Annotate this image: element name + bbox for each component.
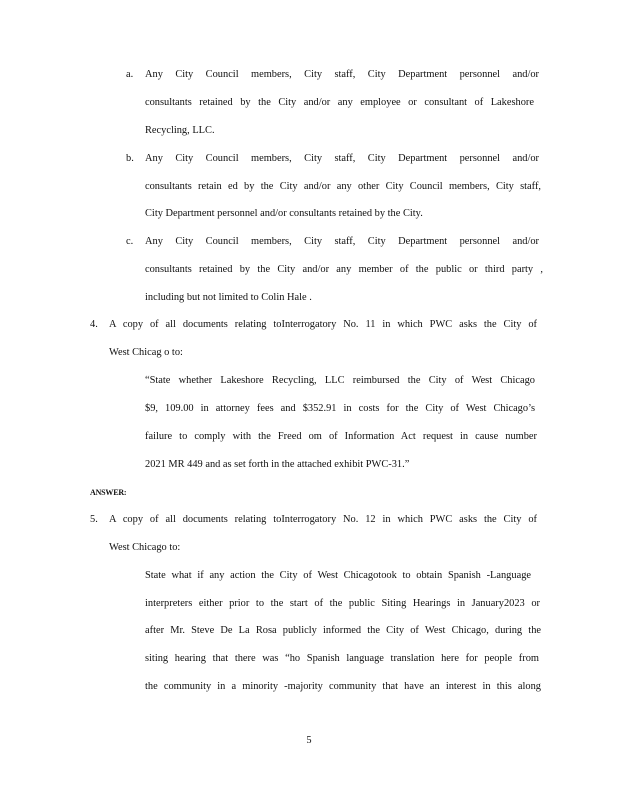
item-c-line-1: Any City Council members, City staff, City Department personnel and/or xyxy=(145,236,539,247)
page-number: 5 xyxy=(306,735,312,746)
item-a-label: a. xyxy=(126,69,134,80)
request-4-quote-line-2: $9, 109.00 in attorney fees and $352.91 in costs for the City of West Chicago’s xyxy=(145,403,535,414)
item-c-line-3: including but not limited to Colin Hale . xyxy=(145,292,312,303)
item-a-line-2: consultants retained by the City and/or any employee or consultant of Lakeshore xyxy=(145,97,534,108)
request-4-intro-line-1: A copy of all documents relating toInterrogatory No. 11 in which PWC asks the City of xyxy=(109,319,537,330)
request-5-quote-line-4: siting hearing that there was “ho Spanish language translation here for people from xyxy=(145,653,539,664)
request-5-number: 5. xyxy=(90,514,98,525)
item-c-label: c. xyxy=(126,236,134,247)
request-4-quote-line-1: “State whether Lakeshore Recycling, LLC reimbursed the City of West Chicago xyxy=(145,375,535,386)
answer-label: ANSWER: xyxy=(90,488,127,497)
request-4-quote-line-4: 2021 MR 449 and as set forth in the attached exhibit PWC-31.” xyxy=(145,459,410,470)
item-b-line-3: City Department personnel and/or consultants retained by the City. xyxy=(145,208,423,219)
request-4-quote-line-3: failure to comply with the Freed om of Information Act request in cause number xyxy=(145,431,537,442)
request-5-quote-line-3: after Mr. Steve De La Rosa publicly informed the City of West Chicago, during the xyxy=(145,625,541,636)
request-5-quote-line-1: State what if any action the City of West Chicagotook to obtain Spanish -Language xyxy=(145,570,531,581)
request-4-number: 4. xyxy=(90,319,98,330)
request-5-intro-line-2: West Chicago to: xyxy=(109,542,181,553)
item-b-line-1: Any City Council members, City staff, City Department personnel and/or xyxy=(145,153,539,164)
request-5-intro-line-1: A copy of all documents relating toInterrogatory No. 12 in which PWC asks the City of xyxy=(109,514,537,525)
request-5-quote-line-2: interpreters either prior to the start of the public Siting Hearings in January2023 or xyxy=(145,598,540,609)
item-b-label: b. xyxy=(126,153,134,164)
item-a-line-1: Any City Council members, City staff, City Department personnel and/or xyxy=(145,69,539,80)
item-a-line-3: Recycling, LLC. xyxy=(145,125,215,136)
request-5-quote-line-5: the community in a minority -majority community that have an interest in this along xyxy=(145,681,541,692)
item-c-line-2: consultants retained by the City and/or any member of the public or third party , xyxy=(145,264,543,275)
item-b-line-2: consultants retain ed by the City and/or any other City Council members, City staff, xyxy=(145,181,541,192)
request-4-intro-line-2: West Chicag o to: xyxy=(109,347,183,358)
